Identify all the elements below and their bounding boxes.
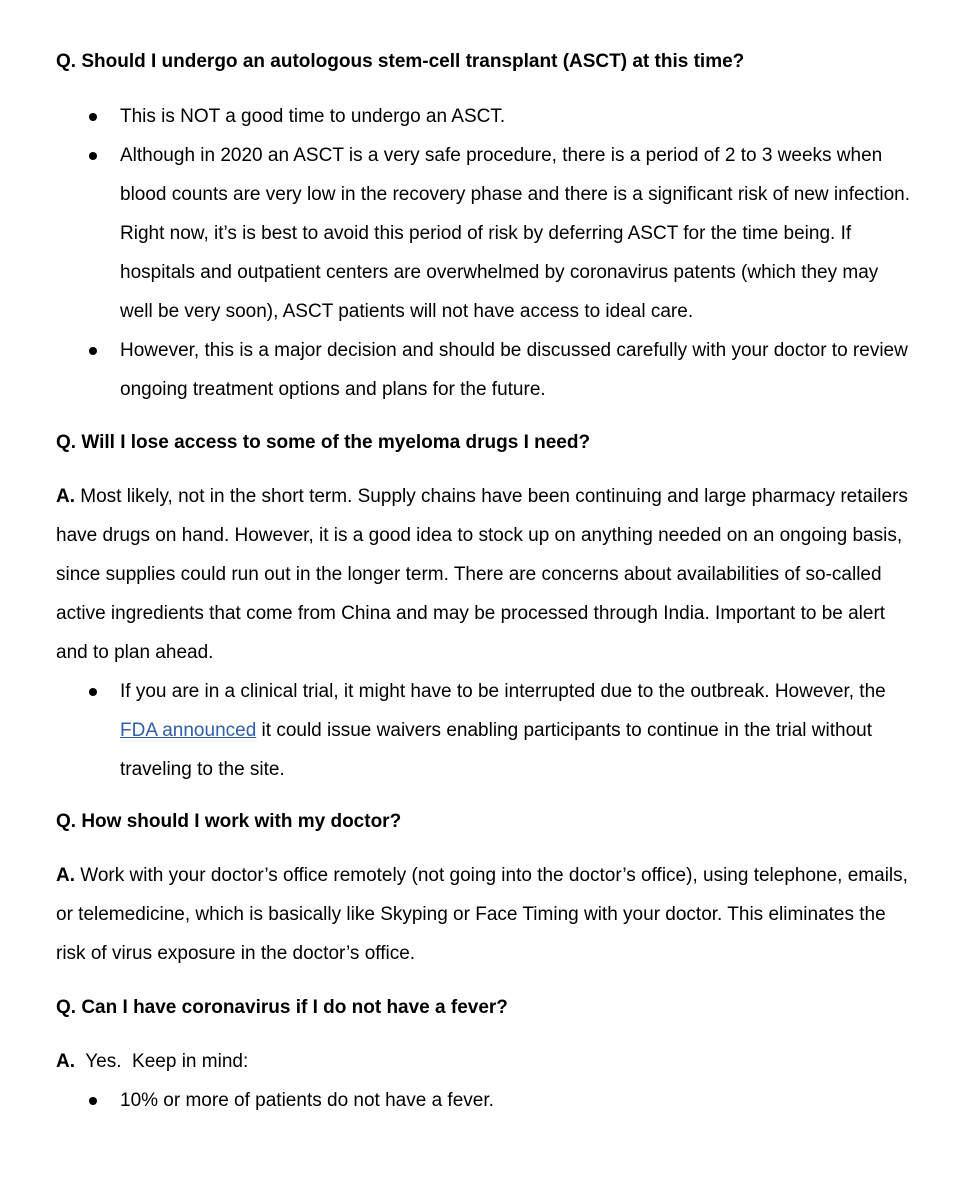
list-item bbox=[56, 331, 916, 409]
asct-bullet-list bbox=[56, 97, 916, 409]
bullet-icon bbox=[89, 347, 97, 355]
question-work-with-doctor: Q. How should I work with my doctor? bbox=[56, 811, 402, 832]
list-item bbox=[56, 97, 916, 136]
bullet-text: 10% or more of patients do not have a fever. bbox=[120, 1090, 494, 1111]
question-asct: Q. Should I undergo an autologous stem-cell transplant (ASCT) at this time? bbox=[56, 51, 745, 72]
list-item bbox=[56, 136, 916, 331]
answer-drug-access bbox=[56, 477, 916, 672]
clinical-trial-bullet-list bbox=[56, 672, 916, 789]
bullet-text-before-link: If you are in a clinical trial, it might have to be interrupted due to the outbreak. However, the bbox=[120, 681, 886, 702]
answer-text: Work with your doctor’s office remotely (not going into the doctor’s office), using telephone, emails, or telemedicine, which is basically like Skyping or Face Timing with your doctor. This eliminates the risk of virus exposure in the doctor’s office. bbox=[56, 865, 908, 964]
bullet-text-after-link: it could issue waivers enabling participants to continue in the trial without traveling to the site. bbox=[120, 720, 872, 780]
bullet-icon bbox=[89, 152, 97, 160]
question-fever: Q. Can I have coronavirus if I do not have a fever? bbox=[56, 997, 508, 1018]
answer-lead: A. bbox=[56, 486, 75, 507]
bullet-text: However, this is a major decision and should be discussed carefully with your doctor to review ongoing treatment options and plans for the future. bbox=[120, 340, 908, 400]
fda-announced-link[interactable]: FDA announced bbox=[120, 720, 257, 741]
faq-document bbox=[56, 42, 916, 1120]
answer-fever bbox=[56, 1042, 916, 1081]
bullet-icon bbox=[89, 1097, 97, 1105]
answer-lead: A. bbox=[56, 865, 75, 886]
answer-work-with-doctor bbox=[56, 856, 916, 973]
list-item bbox=[56, 672, 916, 789]
answer-text: Yes. Keep in mind: bbox=[75, 1051, 249, 1072]
fever-bullet-list bbox=[56, 1081, 916, 1120]
bullet-icon bbox=[89, 688, 97, 696]
list-item bbox=[56, 1081, 916, 1120]
bullet-text: Although in 2020 an ASCT is a very safe procedure, there is a period of 2 to 3 weeks when blood counts are very low in the recovery phase and there is a significant risk of new infection. Right now, it’s is best to avoid this period of risk by deferring ASCT for the time being. If hospitals and outpatient centers are overwhelmed by coronavirus patents (which they may well be very soon), ASCT patients will not have access to ideal care. bbox=[120, 145, 910, 322]
bullet-text: This is NOT a good time to undergo an ASCT. bbox=[120, 106, 506, 127]
answer-text: Most likely, not in the short term. Supply chains have been continuing and large pharmacy retailers have drugs on hand. However, it is a good idea to stock up on anything needed on an ongoing basis, since supplies could run out in the longer term. There are concerns about availabilities of so-called active ingredients that come from China and may be processed through India. Important to be alert and to plan ahead. bbox=[56, 486, 908, 663]
bullet-icon bbox=[89, 113, 97, 121]
question-drug-access: Q. Will I lose access to some of the myeloma drugs I need? bbox=[56, 432, 591, 453]
answer-lead: A. bbox=[56, 1051, 75, 1072]
